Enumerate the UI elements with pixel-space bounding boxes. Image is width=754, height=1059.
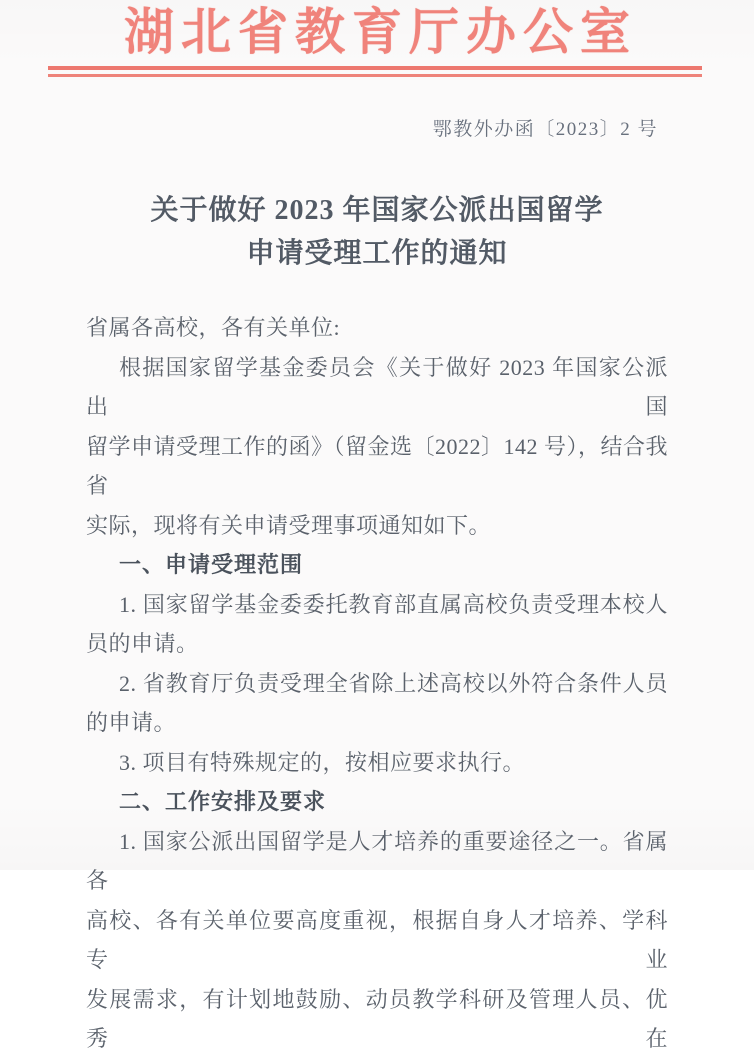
document-title [0, 189, 754, 275]
paragraph-line: 根据国家留学基金委员会《关于做好 2023 年国家公派出国 [86, 354, 668, 419]
salutation: 省属各高校，各有关单位: [86, 315, 341, 340]
divider-line-bottom [48, 74, 702, 77]
paragraph-line: 2. 省教育厅负责受理全省除上述高校以外符合条件人员 [119, 670, 668, 696]
paragraph-line: 1. 国家公派出国留学是人才培养的重要途径之一。省属各 [86, 828, 668, 893]
paragraph-line: 实际，现将有关申请受理事项通知如下。 [86, 512, 492, 538]
doc-number: 鄂教外办函〔2023〕2 号 [432, 119, 658, 140]
letterhead-divider [48, 66, 702, 77]
paragraph-line: 发展需求，有计划地鼓励、动员教学科研及管理人员、优秀在 [86, 986, 668, 1051]
paragraph-line: 员的申请。 [86, 631, 199, 656]
document-title-line-1: 关于做好 2023 年国家公派出国留学 [150, 195, 604, 226]
divider-line-top [48, 66, 702, 70]
paragraph-line: 高校、各有关单位要高度重视，根据自身人才培养、学科专业 [86, 907, 668, 972]
paragraph-line: 3. 项目有特殊规定的，按相应要求执行。 [119, 749, 526, 775]
document-title-line-2: 申请受理工作的通知 [246, 238, 508, 269]
paragraph-line: 留学申请受理工作的函》（留金选〔2022〕142 号），结合我省 [86, 433, 669, 498]
section-heading-1: 一、申请受理范围 [119, 552, 304, 577]
paragraph-line: 的申请。 [86, 710, 177, 735]
paragraph-line: 1. 国家留学基金委委托教育部直属高校负责受理本校人 [119, 591, 668, 617]
section-heading-2: 二、工作安排及要求 [119, 789, 327, 814]
letterhead-title: 湖北省教育厅办公室 [124, 4, 637, 60]
document-body [86, 308, 668, 1059]
